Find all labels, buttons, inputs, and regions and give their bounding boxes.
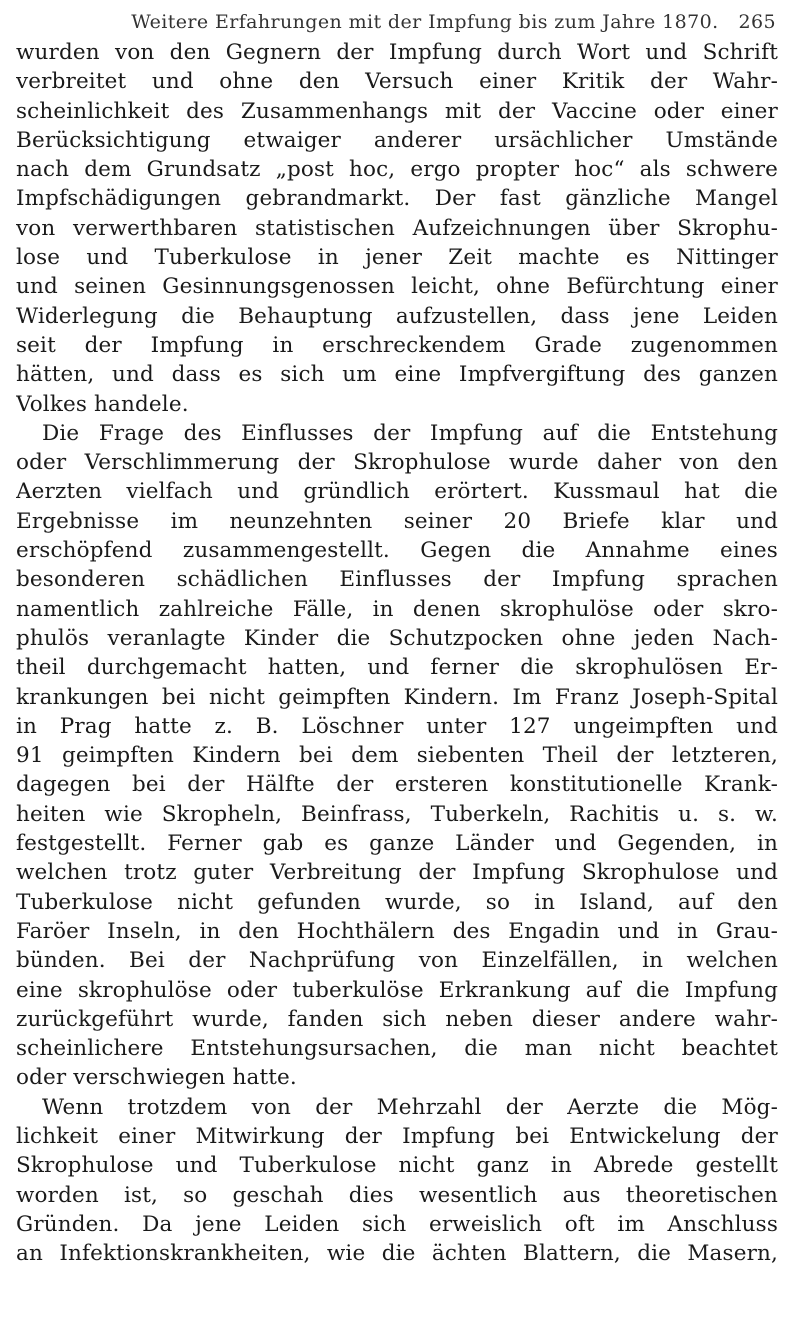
text-line: Volkes handele. bbox=[16, 391, 189, 417]
text-line: zurückgeführt wurde, fanden sich neben dieser andere wahr- bbox=[16, 1006, 778, 1032]
text-line: Berücksichtigung etwaiger anderer ursächlicher Umstände bbox=[16, 127, 778, 153]
text-line: krankungen bei nicht geimpften Kindern. Im Franz Joseph-Spital bbox=[16, 684, 778, 710]
text-line: Wenn trotzdem von der Mehrzahl der Aerzte die Mög- bbox=[42, 1094, 778, 1120]
text-line: Ergebnisse im neunzehnten seiner 20 Briefe klar und bbox=[16, 508, 778, 534]
text-line: oder verschwiegen hatte. bbox=[16, 1065, 297, 1091]
text-line: Gründen. Da jene Leiden sich erweislich oft im Anschluss bbox=[16, 1211, 778, 1237]
text-line: 91 geimpften Kindern bei dem siebenten Theil der letzteren, bbox=[16, 743, 778, 769]
text-line: oder Verschlimmerung der Skrophulose wurde daher von den bbox=[16, 450, 778, 476]
running-title: Weitere Erfahrungen mit der Impfung bis zum Jahre 1870. bbox=[131, 11, 719, 33]
text-line: Tuberkulose nicht gefunden wurde, so in Island, auf den bbox=[16, 889, 778, 915]
text-line: phulös veranlagte Kinder die Schutzpocken ohne jeden Nach- bbox=[16, 625, 778, 651]
text-line: scheinlichkeit des Zusammenhangs mit der Vaccine oder einer bbox=[16, 98, 778, 124]
book-page bbox=[16, 6, 778, 1268]
text-line: theil durchgemacht hatten, und ferner die skrophulösen Er- bbox=[16, 655, 778, 681]
text-line: verbreitet und ohne den Versuch einer Kritik der Wahr- bbox=[16, 69, 778, 95]
text-line: lose und Tuberkulose in jener Zeit machte es Nittinger bbox=[16, 245, 778, 271]
text-line: heiten wie Skropheln, Beinfrass, Tuberkeln, Rachitis u. s. w. bbox=[16, 801, 778, 827]
text-line: Aerzten vielfach und gründlich erörtert. Kussmaul hat die bbox=[16, 479, 778, 505]
text-line: bünden. Bei der Nachprüfung von Einzelfällen, in welchen bbox=[16, 948, 778, 974]
text-line: namentlich zahlreiche Fälle, in denen skrophulöse oder skro- bbox=[16, 596, 778, 622]
text-line: Skrophulose und Tuberkulose nicht ganz in Abrede gestellt bbox=[16, 1153, 778, 1179]
text-line: Faröer Inseln, in den Hochthälern des Engadin und in Grau- bbox=[16, 918, 778, 944]
text-line: lichkeit einer Mitwirkung der Impfung bei Entwickelung der bbox=[16, 1123, 778, 1149]
text-line: erschöpfend zusammengestellt. Gegen die Annahme eines bbox=[16, 538, 778, 564]
text-line: und seinen Gesinnungsgenossen leicht, ohne Befürchtung einer bbox=[16, 274, 778, 300]
running-header bbox=[16, 6, 778, 38]
text-line: von verwerthbaren statistischen Aufzeichnungen über Skrophu- bbox=[16, 215, 778, 241]
text-line: an Infektionskrankheiten, wie die ächten Blattern, die Masern, bbox=[16, 1241, 778, 1267]
text-line: Widerlegung die Behauptung aufzustellen, dass jene Leiden bbox=[16, 303, 778, 329]
text-line: besonderen schädlichen Einflusses der Impfung sprachen bbox=[16, 567, 778, 593]
text-line: Die Frage des Einflusses der Impfung auf die Entstehung bbox=[42, 420, 778, 446]
text-line: worden ist, so geschah dies wesentlich aus theoretischen bbox=[16, 1182, 778, 1208]
text-line: scheinlichere Entstehungsursachen, die man nicht beachtet bbox=[16, 1036, 778, 1062]
text-line: wurden von den Gegnern der Impfung durch Wort und Schrift bbox=[16, 40, 778, 65]
text-line: seit der Impfung in erschreckendem Grade zugenommen bbox=[16, 332, 778, 358]
text-line: hätten, und dass es sich um eine Impfvergiftung des ganzen bbox=[16, 362, 778, 388]
text-line: festgestellt. Ferner gab es ganze Länder und Gegenden, in bbox=[16, 831, 778, 857]
text-line: in Prag hatte z. B. Löschner unter 127 ungeimpften und bbox=[16, 713, 778, 739]
text-line: nach dem Grundsatz „post hoc, ergo propter hoc“ als schwere bbox=[16, 157, 778, 183]
page-number: 265 bbox=[738, 11, 776, 33]
text-line: dagegen bei der Hälfte der ersteren konstitutionelle Krank- bbox=[16, 772, 778, 798]
text-line: eine skrophulöse oder tuberkulöse Erkrankung auf die Impfung bbox=[16, 977, 778, 1003]
body-text bbox=[16, 38, 778, 1268]
text-line: welchen trotz guter Verbreitung der Impfung Skrophulose und bbox=[16, 860, 778, 886]
text-line: Impfschädigungen gebrandmarkt. Der fast gänzliche Mangel bbox=[16, 186, 778, 212]
